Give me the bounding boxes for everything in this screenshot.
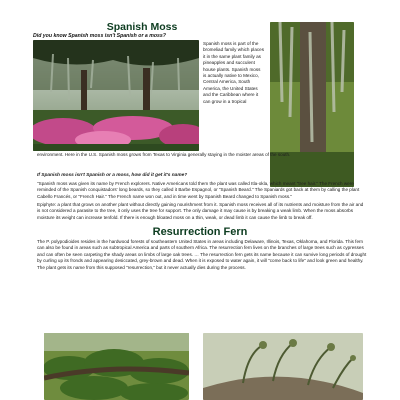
fern-closeup-photo	[203, 333, 363, 400]
garden-photo	[33, 40, 199, 151]
paragraph-bromeliad: Spanish moss is part of the bromeliad family which places it in the same plant family as pineapples and succulent house plants. Spanish moss is actually native to Mexico, Central America, South America, the United States and the Caribbean where it can grow in a tropical	[203, 41, 265, 104]
heading-spanish-moss: Spanish Moss	[106, 21, 178, 33]
paragraph-resurrection-fern: The P. polypodioides resides in the hardwood forests of southeastern United States in areas including Delaware, Illinois, Texas, Oklahoma, and Florida. This fern can also be found in areas such as subtropical America and parts of southern Africa. The resurrection fern lives on the branches of large trees such as cypresses and can often be seen carpeting the shady areas on limbs of large oak trees. … The resurrection fern gets its name because it can survive long periods of drought by curling up its fronds and appearing desiccated, grey-brown and dead. When it is exposed to water again, it will "come back to life" and look green and healthy. The plant gets its name from this supposed "resurrection," but it never actually dies during the process.	[37, 239, 367, 270]
heading-resurrection-fern: Resurrection Fern	[152, 226, 248, 238]
fern-branch-photo	[44, 333, 189, 400]
tree-moss-photo	[270, 22, 354, 187]
question-spanish-moss-name: Did you know Spanish moss isn't Spanish or a moss?	[33, 33, 166, 39]
question-how-name: If Spanish moss isn't Spanish or a moss, how did it get it's name?	[37, 173, 188, 178]
paragraph-name-origin: "Spanish moss was given its name by French explorers. Native Americans told them the plant was called Itla-okla, which meant "tree hair." The French were reminded of the Spanish conquistadors' long beards, so they called it Barbe Espagnol, or "Spanish Beard." The Spaniards got back at them by calling the plant Cabello Francés, or "French Hair." The French name won out, and in time went by Spanish Beard changed to Spanish moss."	[37, 181, 360, 199]
paragraph-epiphyte: Epiphyte: a plant that grows on another plant without directly gaining nourishment from it. Spanish moss receives all of its nutrients and moisture from the air and is not considered a parasite to the tree, it only uses the tree for support. The only damage it may cause is by breaking a weak limb. When the moss absorbs moisture its weight can increase tenfold. If there is enough bloated moss on a thin, weak, or dead limb it can cause the limb to break off.	[37, 202, 364, 220]
paragraph-native-range: environment. Here in the U.S. Spanish moss grows from Texas to Virginia generally staying in the moister areas of the south.	[37, 152, 291, 157]
